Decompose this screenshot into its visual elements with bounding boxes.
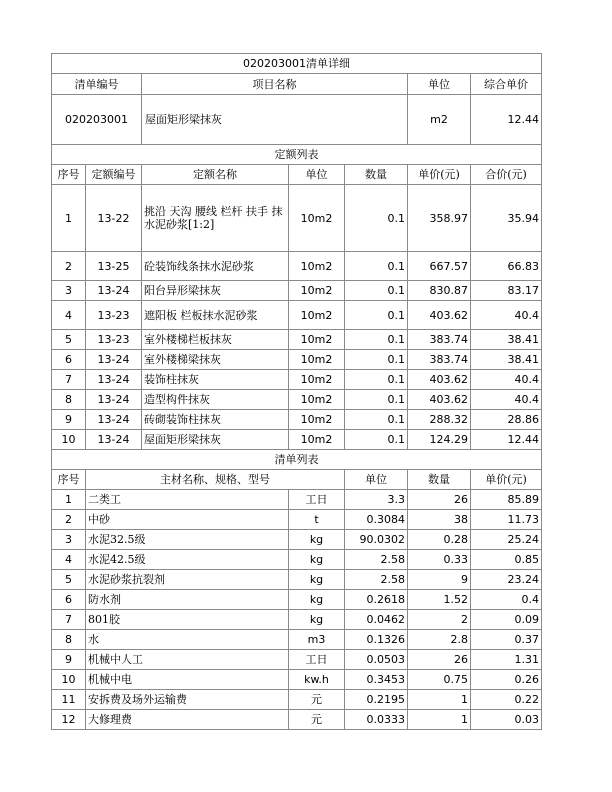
material-price: 0.75 [408, 670, 471, 690]
material-unit: kg [289, 550, 345, 570]
material-price: 0.33 [408, 550, 471, 570]
quota-no: 8 [52, 390, 86, 410]
material-qty: 2.58 [345, 550, 408, 570]
quota-price: 383.74 [408, 350, 471, 370]
quota-unit: 10m2 [289, 350, 345, 370]
table-row [52, 710, 542, 730]
material-total: 11.73 [471, 510, 542, 530]
quota-name: 砼装饰线条抹水泥砂浆 [142, 252, 289, 281]
material-price: 2 [408, 610, 471, 630]
quota-qty: 0.1 [345, 410, 408, 430]
quota-no: 2 [52, 252, 86, 281]
material-qty: 0.0503 [345, 650, 408, 670]
material-price: 1 [408, 690, 471, 710]
price-header: 综合单价 [471, 74, 542, 95]
quota-price: 403.62 [408, 390, 471, 410]
material-total: 1.31 [471, 650, 542, 670]
quota-no: 10 [52, 430, 86, 450]
quota-col-name: 定额名称 [142, 165, 289, 185]
quota-code: 13-25 [86, 252, 142, 281]
material-unit: kw.h [289, 670, 345, 690]
quota-no: 5 [52, 330, 86, 350]
item-price: 12.44 [471, 95, 542, 145]
material-name: 801胶 [86, 610, 289, 630]
table-row [52, 430, 542, 450]
material-no: 7 [52, 610, 86, 630]
quota-code: 13-24 [86, 390, 142, 410]
table-row [52, 185, 542, 252]
material-no: 4 [52, 550, 86, 570]
quota-no: 7 [52, 370, 86, 390]
material-unit: 元 [289, 690, 345, 710]
material-name: 防水剂 [86, 590, 289, 610]
quota-name: 屋面矩形梁抹灰 [142, 430, 289, 450]
table-row [52, 390, 542, 410]
quota-col-total: 合价(元) [471, 165, 542, 185]
material-name: 安拆费及场外运输费 [86, 690, 289, 710]
material-total: 85.89 [471, 490, 542, 510]
quota-price: 288.32 [408, 410, 471, 430]
table-row [52, 690, 542, 710]
quota-col-code: 定额编号 [86, 165, 142, 185]
bill-header-row [52, 74, 542, 95]
table-row [52, 252, 542, 281]
material-qty: 0.2618 [345, 590, 408, 610]
material-unit: 工日 [289, 650, 345, 670]
material-unit: m3 [289, 630, 345, 650]
table-row [52, 530, 542, 550]
material-unit: kg [289, 610, 345, 630]
quota-unit: 10m2 [289, 390, 345, 410]
material-name: 水 [86, 630, 289, 650]
material-name: 机械中电 [86, 670, 289, 690]
quota-unit: 10m2 [289, 330, 345, 350]
material-qty: 0.1326 [345, 630, 408, 650]
material-no: 5 [52, 570, 86, 590]
table-row [52, 281, 542, 301]
material-price: 1 [408, 710, 471, 730]
quota-no: 1 [52, 185, 86, 252]
quota-name: 室外楼梯栏板抹灰 [142, 330, 289, 350]
material-total: 0.09 [471, 610, 542, 630]
quota-total: 38.41 [471, 330, 542, 350]
quota-header-row [52, 165, 542, 185]
material-total: 0.85 [471, 550, 542, 570]
material-unit: kg [289, 590, 345, 610]
quota-name: 阳台异形梁抹灰 [142, 281, 289, 301]
material-no: 1 [52, 490, 86, 510]
quota-col-no: 序号 [52, 165, 86, 185]
table-row [52, 610, 542, 630]
materials-header-row [52, 470, 542, 490]
table-row [52, 550, 542, 570]
material-no: 10 [52, 670, 86, 690]
material-price: 2.8 [408, 630, 471, 650]
title-row [52, 54, 542, 74]
quota-total: 12.44 [471, 430, 542, 450]
bill-item-row [52, 95, 542, 145]
material-total: 0.03 [471, 710, 542, 730]
table-row [52, 670, 542, 690]
quota-qty: 0.1 [345, 185, 408, 252]
material-price: 38 [408, 510, 471, 530]
quota-no: 6 [52, 350, 86, 370]
table-row [52, 570, 542, 590]
material-total: 0.22 [471, 690, 542, 710]
table-row [52, 650, 542, 670]
material-no: 8 [52, 630, 86, 650]
material-qty: 0.0462 [345, 610, 408, 630]
quota-price: 124.29 [408, 430, 471, 450]
material-no: 12 [52, 710, 86, 730]
material-col-unit: 单位 [345, 470, 408, 490]
quota-total: 83.17 [471, 281, 542, 301]
material-name: 机械中人工 [86, 650, 289, 670]
quota-unit: 10m2 [289, 430, 345, 450]
material-unit: kg [289, 530, 345, 550]
quota-qty: 0.1 [345, 281, 408, 301]
material-price: 1.52 [408, 590, 471, 610]
table-row [52, 630, 542, 650]
item-code: 020203001 [52, 95, 142, 145]
material-qty: 90.0302 [345, 530, 408, 550]
material-unit: 元 [289, 710, 345, 730]
quota-total: 40.4 [471, 370, 542, 390]
material-qty: 0.2195 [345, 690, 408, 710]
quota-code: 13-24 [86, 410, 142, 430]
quota-col-qty: 数量 [345, 165, 408, 185]
material-no: 3 [52, 530, 86, 550]
quota-no: 9 [52, 410, 86, 430]
quota-no: 3 [52, 281, 86, 301]
table-row [52, 510, 542, 530]
material-total: 0.37 [471, 630, 542, 650]
quota-section-title: 定额列表 [52, 145, 542, 165]
quota-unit: 10m2 [289, 252, 345, 281]
material-qty: 0.3084 [345, 510, 408, 530]
material-total: 25.24 [471, 530, 542, 550]
quota-price: 403.62 [408, 301, 471, 330]
quota-qty: 0.1 [345, 430, 408, 450]
quota-col-unit: 单位 [289, 165, 345, 185]
material-no: 11 [52, 690, 86, 710]
name-header: 项目名称 [142, 74, 408, 95]
material-name: 二类工 [86, 490, 289, 510]
material-qty: 0.3453 [345, 670, 408, 690]
quota-price: 667.57 [408, 252, 471, 281]
quota-code: 13-24 [86, 430, 142, 450]
quota-qty: 0.1 [345, 252, 408, 281]
quota-price: 358.97 [408, 185, 471, 252]
bill-detail-table [51, 53, 542, 490]
material-price: 9 [408, 570, 471, 590]
quota-code: 13-23 [86, 330, 142, 350]
material-qty: 3.3 [345, 490, 408, 510]
quota-unit: 10m2 [289, 370, 345, 390]
material-total: 0.26 [471, 670, 542, 690]
quota-name: 挑沿 天沟 腰线 栏杆 扶手 抹水泥砂浆[1:2] [142, 185, 289, 252]
quota-unit: 10m2 [289, 185, 345, 252]
quota-name: 装饰柱抹灰 [142, 370, 289, 390]
unit-header: 单位 [408, 74, 471, 95]
quota-qty: 0.1 [345, 390, 408, 410]
table-row [52, 301, 542, 330]
material-no: 6 [52, 590, 86, 610]
quota-qty: 0.1 [345, 370, 408, 390]
material-total: 23.24 [471, 570, 542, 590]
table-row [52, 330, 542, 350]
material-unit: 工日 [289, 490, 345, 510]
table-row [52, 490, 542, 510]
quota-total: 40.4 [471, 390, 542, 410]
material-qty: 0.0333 [345, 710, 408, 730]
quota-total: 35.94 [471, 185, 542, 252]
material-name: 水泥42.5级 [86, 550, 289, 570]
quota-name: 遮阳板 栏板抹水泥砂浆 [142, 301, 289, 330]
materials-section-row [52, 450, 542, 470]
material-col-price: 单价(元) [471, 470, 542, 490]
material-name: 中砂 [86, 510, 289, 530]
quota-total: 40.4 [471, 301, 542, 330]
material-name: 大修理费 [86, 710, 289, 730]
material-col-no: 序号 [52, 470, 86, 490]
quota-total: 38.41 [471, 350, 542, 370]
item-unit: m2 [408, 95, 471, 145]
material-no: 2 [52, 510, 86, 530]
quota-unit: 10m2 [289, 301, 345, 330]
materials-table [51, 489, 542, 730]
material-price: 0.28 [408, 530, 471, 550]
materials-section-title: 清单列表 [52, 450, 542, 470]
quota-qty: 0.1 [345, 301, 408, 330]
material-qty: 2.58 [345, 570, 408, 590]
quota-price: 383.74 [408, 330, 471, 350]
quota-code: 13-22 [86, 185, 142, 252]
material-total: 0.4 [471, 590, 542, 610]
quota-price: 830.87 [408, 281, 471, 301]
quota-qty: 0.1 [345, 330, 408, 350]
material-name: 水泥32.5级 [86, 530, 289, 550]
quota-code: 13-24 [86, 281, 142, 301]
item-name: 屋面矩形梁抹灰 [142, 95, 408, 145]
table-row [52, 370, 542, 390]
quota-total: 28.86 [471, 410, 542, 430]
material-price: 26 [408, 490, 471, 510]
material-no: 9 [52, 650, 86, 670]
table-row [52, 590, 542, 610]
quota-unit: 10m2 [289, 281, 345, 301]
code-header: 清单编号 [52, 74, 142, 95]
quota-code: 13-23 [86, 301, 142, 330]
quota-name: 造型构件抹灰 [142, 390, 289, 410]
quota-no: 4 [52, 301, 86, 330]
quota-name: 室外楼梯梁抹灰 [142, 350, 289, 370]
material-unit: t [289, 510, 345, 530]
quota-qty: 0.1 [345, 350, 408, 370]
quota-col-price: 单价(元) [408, 165, 471, 185]
quota-code: 13-24 [86, 350, 142, 370]
material-price: 26 [408, 650, 471, 670]
material-col-qty: 数量 [408, 470, 471, 490]
material-name: 水泥砂浆抗裂剂 [86, 570, 289, 590]
quota-unit: 10m2 [289, 410, 345, 430]
quota-name: 砖砌装饰柱抹灰 [142, 410, 289, 430]
quota-section-row [52, 145, 542, 165]
quota-price: 403.62 [408, 370, 471, 390]
table-row [52, 410, 542, 430]
quota-total: 66.83 [471, 252, 542, 281]
material-unit: kg [289, 570, 345, 590]
quota-code: 13-24 [86, 370, 142, 390]
table-title: 020203001清单详细 [52, 54, 542, 74]
material-col-name: 主材名称、规格、型号 [86, 470, 345, 490]
table-row [52, 350, 542, 370]
